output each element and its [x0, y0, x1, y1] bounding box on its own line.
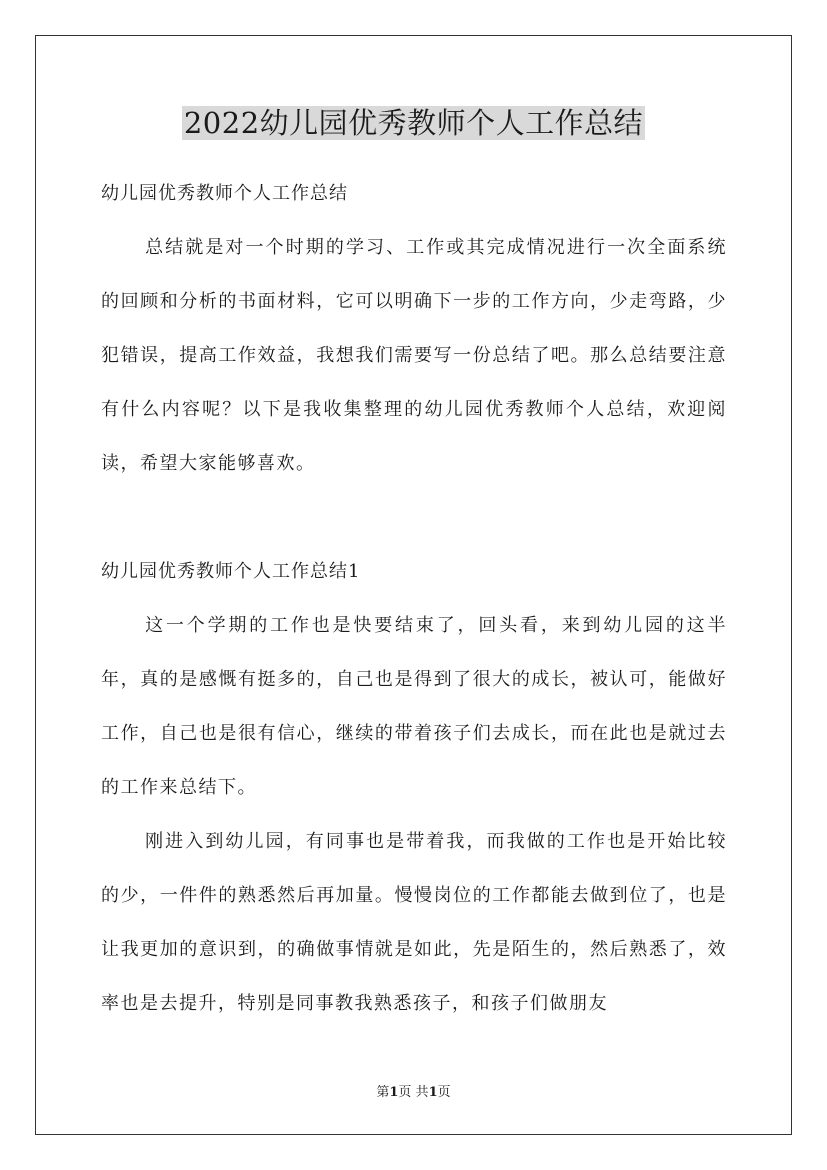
document-body	[101, 167, 727, 1031]
footer-suffix: 页	[437, 1085, 451, 1100]
page-number: 1	[389, 1085, 399, 1100]
body-paragraph: 这一个学期的工作也是快要结束了，回头看，来到幼儿园的这半年，真的是感慨有挺多的，自己也是得到了很大的成长，被认可，能做好工作，自己也是很有信心，继续的带着孩子们去成长，而在此也是就过去的工作来总结下。	[101, 615, 727, 798]
document-title-text: 2022幼儿园优秀教师个人工作总结	[183, 106, 644, 140]
document-title	[0, 101, 827, 145]
footer-mid: 页 共	[398, 1085, 429, 1100]
document-subtitle: 幼儿园优秀教师个人工作总结	[101, 183, 348, 204]
section-spacer	[101, 491, 727, 545]
footer-prefix: 第	[376, 1085, 390, 1100]
body-paragraph: 刚进入到幼儿园，有同事也是带着我，而我做的工作也是开始比较的少，一件件的熟悉然后再加量。慢慢岗位的工作都能去做到位了，也是让我更加的意识到，的确做事情就是如此，先是陌生的，然后熟悉了，效率也是去提升，特别是同事教我熟悉孩子，和孩子们做朋友	[101, 831, 727, 1014]
page-footer	[0, 1084, 827, 1102]
page-total: 1	[428, 1085, 438, 1100]
section-heading: 幼儿园优秀教师个人工作总结1	[101, 561, 361, 582]
intro-paragraph: 总结就是对一个时期的学习、工作或其完成情况进行一次全面系统的回顾和分析的书面材料，它可以明确下一步的工作方向，少走弯路，少犯错误，提高工作效益，我想我们需要写一份总结了吧。那么总结要注意有什么内容呢？以下是我收集整理的幼儿园优秀教师个人总结，欢迎阅读，希望大家能够喜欢。	[101, 237, 727, 474]
